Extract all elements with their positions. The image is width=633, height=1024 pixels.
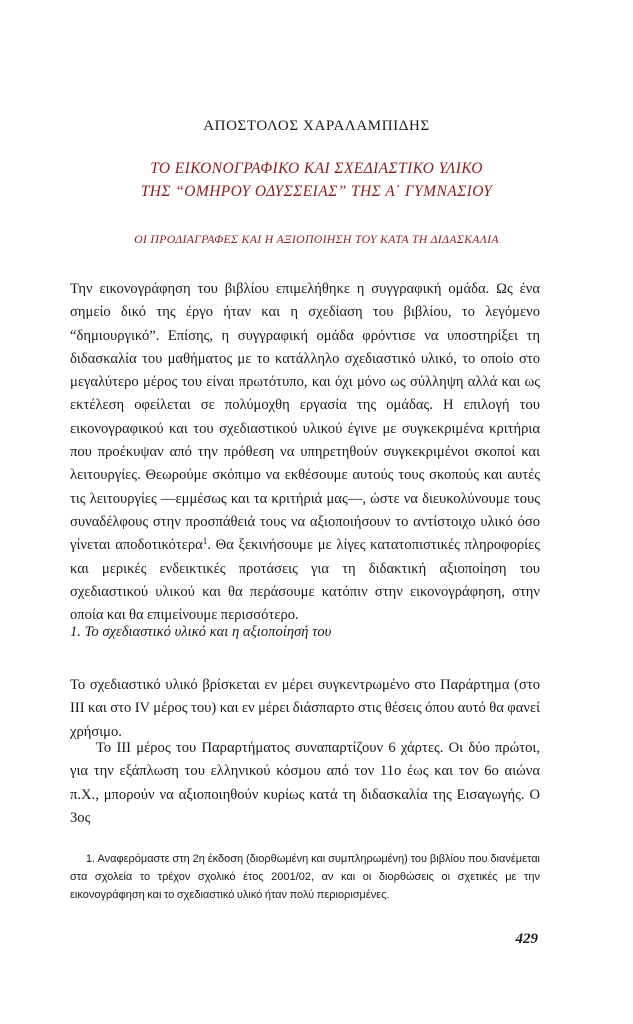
author-name: ΑΠΟΣΤΟΛΟΣ ΧΑΡΑΛΑΜΠΙΔΗΣ — [203, 118, 430, 134]
intro-paragraph-text: Την εικονογράφηση του βιβλίου επιμελήθηκε η συγγραφική ομάδα. Ως ένα σημείο δικό της έργο ήταν και η σχεδίαση του βιβλίου, το λεγόμενο “δημιουργικό”. Επίσης, η συγγραφική ομάδα φρόντισε να υποστηρίξει τη διδασκαλία του μαθήματος με το κατάλληλο σχεδιαστικό υλικό, το οποίο στο μεγαλύτερο μέρος του είναι πρωτότυπο, και όχι μόνο ως σύλληψη αλλά και ως εκτέλεση οφείλεται σε πολύμοχθη εργασία της ομάδας. Η επιλογή του εικονογραφικού και του σχεδιαστικού υλικού έγινε με συγκεκριμένα κριτήρια που προέκυψαν από την πρόθεση να υπηρετηθούν συγκεκριμένοι σκοποί και λειτουργίες. Θεωρούμε σκόπιμο να εκθέσουμε αυτούς τους σκοπούς και αυτές τις λειτουργίες —εμμέσως και τα κριτήριά μας—, ώστε να διευκολύνουμε τους συναδέλφους στην προσπάθειά τους να αξιοποιήσουν το αντίστοιχο υλικό όσο γίνεται αποδοτικότερα — [70, 281, 540, 554]
chapter-title-line-2: ΤΗΣ “ΟΜΗΡΟΥ ΟΔΥΣΣΕΙΑΣ” ΤΗΣ Α΄ ΓΥΜΝΑΣΙΟΥ — [140, 183, 493, 200]
section-heading: 1. Το σχεδιαστικό υλικό και η αξιοποίησή του — [70, 624, 332, 640]
footnote-marker: 1 — [202, 536, 208, 547]
chapter-title — [0, 157, 633, 203]
paragraph-3: Το ΙΙΙ μέρος του Παραρτήματος συναπαρτίζουν 6 χάρτες. Οι δύο πρώτοι, για την εξάπλωση του ελληνικού κόσμου από τον 11ο έως και τον 6ο αιώνα π.Χ., μπορούν να αξιοποιηθούν κυρίως κατά τη διδασκαλία της Εισαγωγής. Ο 3ος — [70, 740, 540, 826]
intro-paragraph — [70, 278, 540, 627]
chapter-title-line-1: ΤΟ ΕΙΚΟΝΟΓΡΑΦΙΚΟ ΚΑΙ ΣΧΕΔΙΑΣΤΙΚΟ ΥΛΙΚΟ — [150, 160, 483, 177]
page-number: 429 — [515, 931, 538, 947]
intro-paragraph-tail: . Θα ξεκινήσουμε με λίγες κατατοπιστικές πληροφορίες και μερικές ενδεικτικές προτάσεις για τη διδακτική αξιοποίηση του σχεδιαστικού υλικού και θα περάσουμε κατόπιν στην εικονογράφηση, στην οποία και θα επιμείνουμε περισσότερο. — [70, 537, 541, 624]
paragraph-2: Το σχεδιαστικό υλικό βρίσκεται εν μέρει συγκεντρωμένο στο Παράρτημα (στο ΙΙΙ και στο ΙV μέρος του) και εν μέρει διάσπαρτο στις θέσεις όπου αυτό θα φανεί χρήσιμο. — [70, 677, 540, 740]
chapter-subtitle: ΟΙ ΠΡΟΔΙΑΓΡΑΦΕΣ ΚΑΙ Η ΑΞΙΟΠΟΙΗΣΗ ΤΟΥ ΚΑΤΑ ΤΗ ΔΙΔΑΣΚΑΛΙΑ — [134, 232, 499, 246]
footnote: 1. Αναφερόμαστε στη 2η έκδοση (διορθωμένη και συμπληρωμένη) του βιβλίου που διανέμεται στα σχολεία το τρέχον σχολικό έτος 2001/02, αν και οι διορθώσεις οι σχετικές με την εικονογράφηση και το σχεδιαστικό υλικό ήταν πολύ περιορισμένες. — [70, 853, 540, 901]
